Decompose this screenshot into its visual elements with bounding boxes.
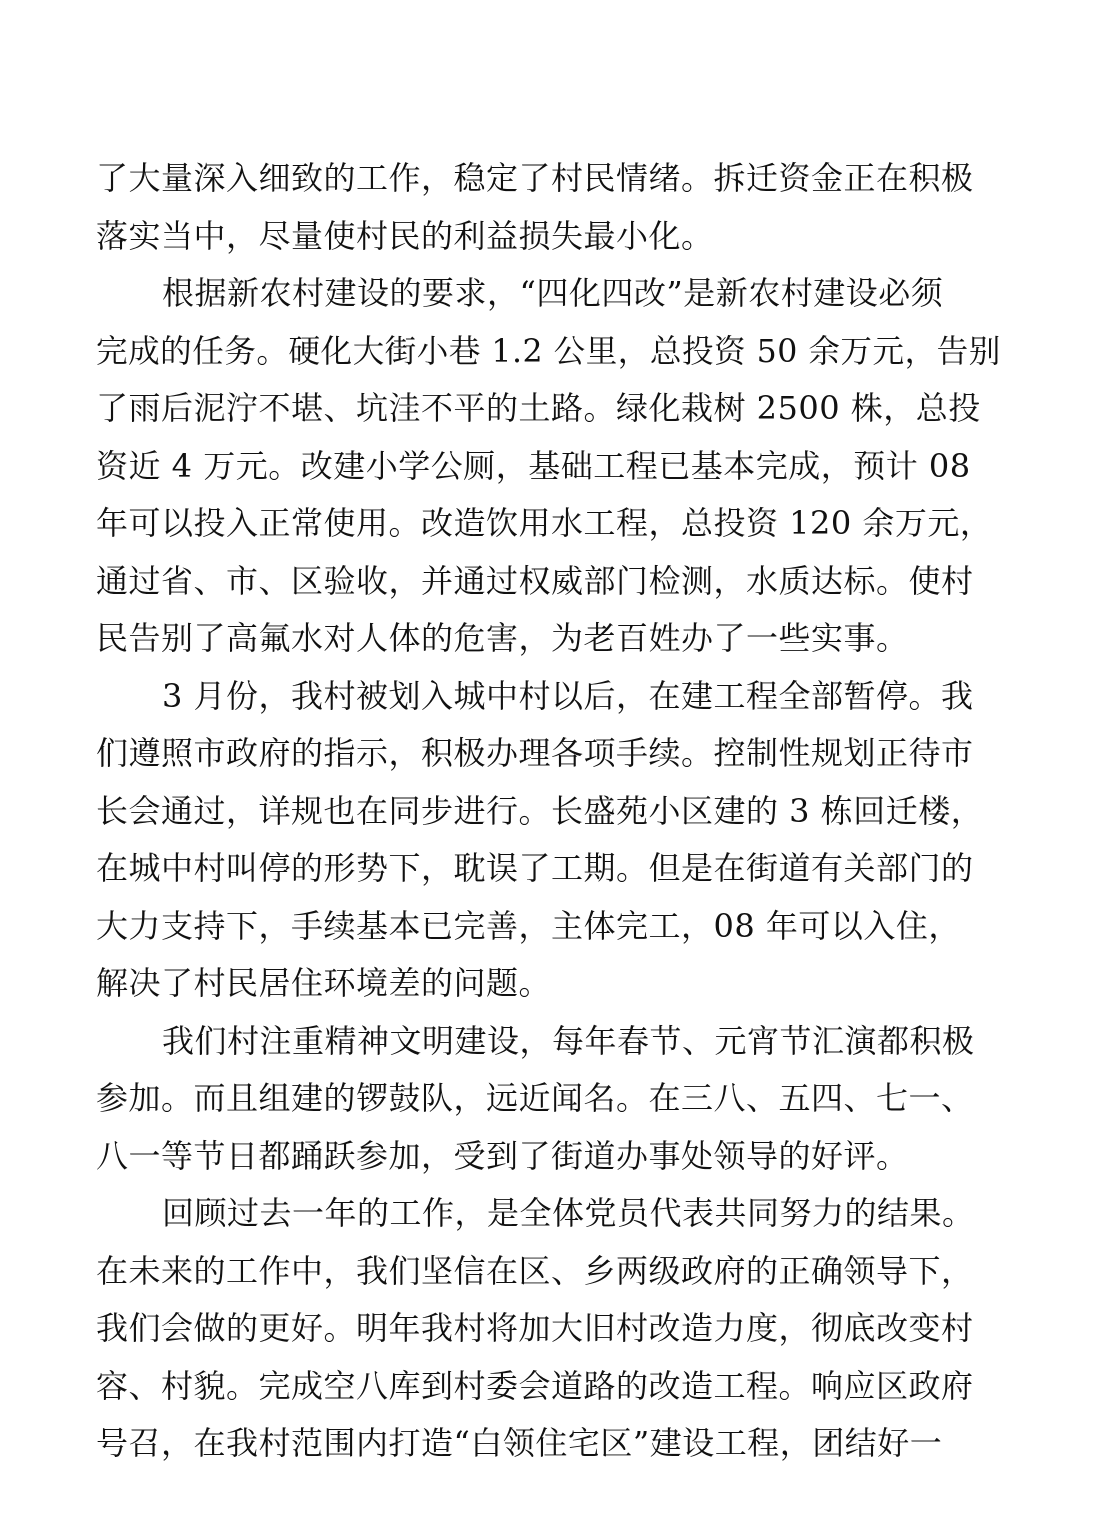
text-line: 了大量深入细致的工作，稳定了村民情绪。拆迁资金正在积极 <box>96 159 974 197</box>
text-line: 民告别了高氟水对人体的危害，为老百姓办了一些实事。 <box>96 619 909 657</box>
text-line: 参加。而且组建的锣鼓队，远近闻名。在三八、五四、七一、 <box>96 1079 974 1117</box>
text-line: 年可以投入正常使用。改造饮用水工程，总投资 120 余万元， <box>96 504 993 542</box>
paragraph-start-line: 根据新农村建设的要求，“四化四改”是新农村建设必须 <box>162 274 944 312</box>
text-line: 完成的任务。硬化大街小巷 1.2 公里，总投资 50 余万元，告别 <box>96 331 1001 370</box>
text-line: 八一等节日都踊跃参加，受到了街道办事处领导的好评。 <box>96 1136 909 1175</box>
paragraph-start-line: 3 月份，我村被划入城中村以后，在建工程全部暂停。我 <box>162 676 974 715</box>
text-line: 容、村貌。完成空八库到村委会道路的改造工程。响应区政府 <box>96 1366 974 1405</box>
text-line: 在城中村叫停的形势下，耽误了工期。但是在街道有关部门的 <box>96 849 974 887</box>
text-line: 大力支持下，手续基本已完善，主体完工，08 年可以入住， <box>96 906 961 945</box>
text-line: 了雨后泥泞不堪、坑洼不平的土路。绿化栽树 2500 株，总投 <box>96 389 981 427</box>
paragraph-start-line: 我们村注重精神文明建设，每年春节、元宵节汇演都积极 <box>162 1021 975 1060</box>
text-line: 解决了村民居住环境差的问题。 <box>96 964 552 1002</box>
text-line: 在未来的工作中，我们坚信在区、乡两级政府的正确领导下， <box>96 1251 974 1290</box>
text-line: 们遵照市政府的指示，积极办理各项手续。控制性规划正待市 <box>96 734 974 772</box>
paragraph-start-line: 回顾过去一年的工作，是全体党员代表共同努力的结果。 <box>162 1194 975 1232</box>
text-line: 通过省、市、区验收，并通过权威部门检测，水质达标。使村 <box>96 561 974 600</box>
text-line: 号召，在我村范围内打造“白领住宅区”建设工程，团结好一 <box>96 1424 943 1462</box>
text-line: 我们会做的更好。明年我村将加大旧村改造力度，彻底改变村 <box>96 1309 974 1347</box>
text-line: 资近 4 万元。改建小学公厕，基础工程已基本完成，预计 08 <box>96 446 971 485</box>
document-body <box>96 150 1001 1473</box>
text-line: 落实当中，尽量使村民的利益损失最小化。 <box>96 216 714 255</box>
text-line: 长会通过，详规也在同步进行。长盛苑小区建的 3 栋回迁楼， <box>96 791 984 830</box>
